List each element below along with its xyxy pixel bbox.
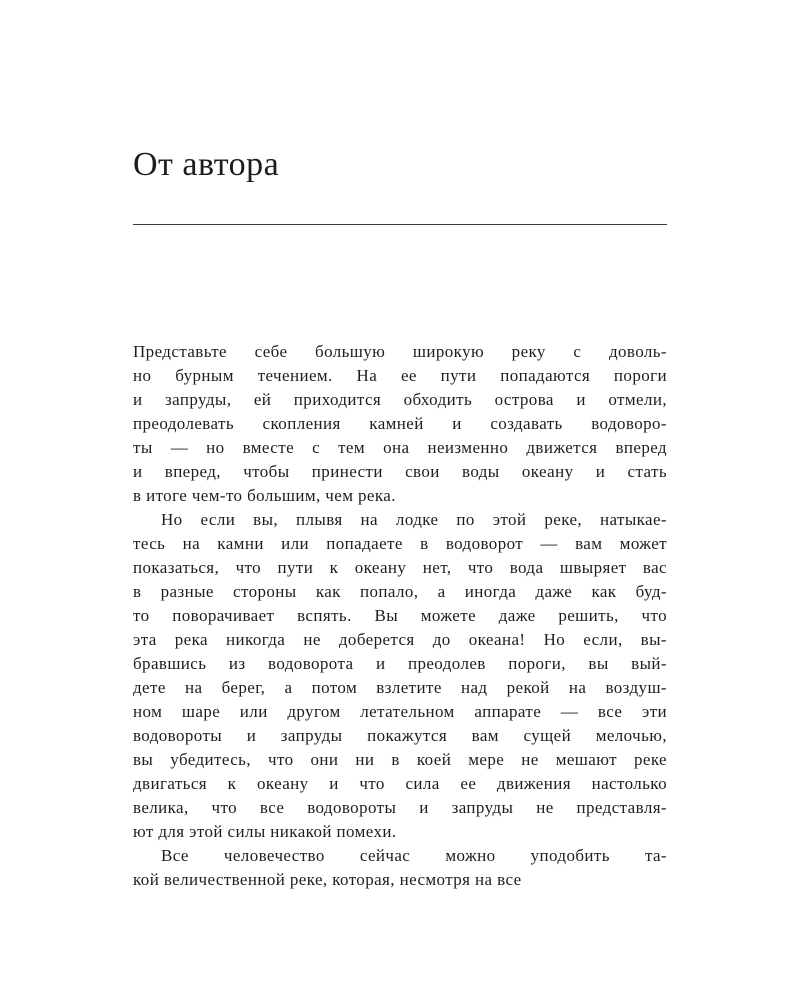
text-line: Представьте себе большую широкую реку с доволь- <box>133 342 667 361</box>
text-line: показаться, что пути к океану нет, что вода швыряет вас <box>133 558 667 577</box>
text-line: эта река никогда не доберется до океана! Но если, вы- <box>133 630 667 649</box>
text-line: кой величественной реке, которая, несмотря на все <box>133 870 522 889</box>
text-line: дете на берег, а потом взлетите над рекой на воздуш- <box>133 678 667 697</box>
text-line: ют для этой силы никакой помехи. <box>133 822 397 841</box>
body-text <box>133 340 667 892</box>
text-line: преодолевать скопления камней и создавать водоворо- <box>133 414 667 433</box>
text-line: в итоге чем-то большим, чем река. <box>133 486 396 505</box>
text-line: в разные стороны как попало, а иногда даже как буд- <box>133 582 667 601</box>
paragraph <box>133 844 667 892</box>
text-line: то поворачивает вспять. Вы можете даже решить, что <box>133 606 667 625</box>
paragraph <box>133 340 667 508</box>
chapter-title: От автора <box>133 146 280 183</box>
text-line: велика, что все водовороты и запруды не представля- <box>133 798 667 817</box>
title-divider <box>133 224 667 225</box>
text-line: бравшись из водоворота и преодолев пороги, вы вый- <box>133 654 667 673</box>
text-line: водовороты и запруды покажутся вам сущей мелочью, <box>133 726 667 745</box>
paragraph <box>133 508 667 844</box>
text-line: и вперед, чтобы принести свои воды океану и стать <box>133 462 667 481</box>
text-line: и запруды, ей приходится обходить острова и отмели, <box>133 390 667 409</box>
text-line: тесь на камни или попадаете в водоворот — вам может <box>133 534 667 553</box>
text-line: но бурным течением. На ее пути попадаются пороги <box>133 366 667 385</box>
text-line: Но если вы, плывя на лодке по этой реке, натыкае- <box>161 510 667 529</box>
text-line: ном шаре или другом летательном аппарате — все эти <box>133 702 667 721</box>
text-line: вы убедитесь, что они ни в коей мере не мешают реке <box>133 750 667 769</box>
text-line: двигаться к океану и что сила ее движения настолько <box>133 774 667 793</box>
text-line: ты — но вместе с тем она неизменно движется вперед <box>133 438 667 457</box>
text-line: Все человечество сейчас можно уподобить та- <box>161 846 667 865</box>
